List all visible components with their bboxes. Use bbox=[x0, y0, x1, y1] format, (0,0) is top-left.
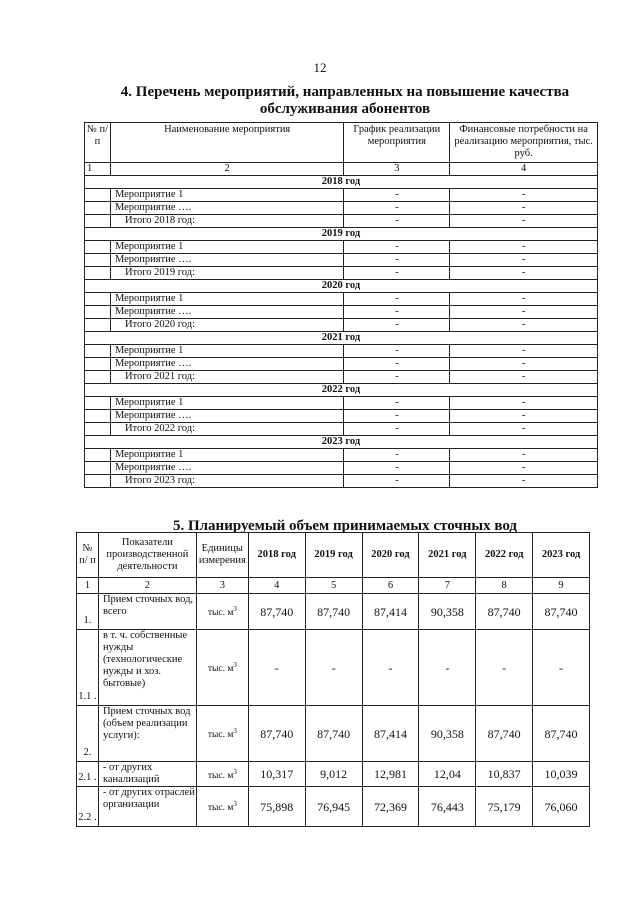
event-num bbox=[85, 254, 111, 267]
event-row bbox=[85, 189, 598, 202]
header-name: Наименование мероприятия bbox=[110, 123, 343, 163]
indicator-label: - от других отраслей организации bbox=[98, 787, 196, 827]
event-total-label: Итого 2020 год: bbox=[110, 319, 343, 332]
unit-base: тыс. м bbox=[207, 664, 234, 675]
event-row bbox=[85, 423, 598, 436]
event-num bbox=[85, 293, 111, 306]
year-label: 2021 год bbox=[85, 332, 598, 345]
event-schedule: - bbox=[344, 319, 450, 332]
event-schedule: - bbox=[344, 358, 450, 371]
event-row bbox=[85, 241, 598, 254]
indicator-value: 72,369 bbox=[362, 787, 419, 827]
indicator-value: 87,740 bbox=[248, 706, 305, 762]
indicator-value: - bbox=[305, 630, 362, 706]
wastewater-table-body bbox=[77, 578, 590, 827]
indicator-value: 75,898 bbox=[248, 787, 305, 827]
event-schedule: - bbox=[344, 267, 450, 280]
year-row bbox=[85, 332, 598, 345]
wastewater-table-header bbox=[77, 533, 590, 578]
indicator-row bbox=[77, 706, 590, 762]
indicator-label: - от других канализаций bbox=[98, 762, 196, 787]
indicator-value: 87,740 bbox=[305, 706, 362, 762]
event-row bbox=[85, 215, 598, 228]
events-table-body bbox=[85, 163, 598, 488]
event-row bbox=[85, 254, 598, 267]
indicator-value: 87,740 bbox=[533, 594, 590, 630]
event-name: Мероприятие 1 bbox=[110, 449, 343, 462]
event-name: Мероприятие …. bbox=[110, 410, 343, 423]
header-finance: Финансовые потребности на реализацию мероприятия, тыс. руб. bbox=[450, 123, 598, 163]
event-finance: - bbox=[450, 358, 598, 371]
event-total-label: Итого 2019 год: bbox=[110, 267, 343, 280]
unit-base: тыс. м bbox=[207, 730, 234, 741]
indicator-value: 87,740 bbox=[305, 594, 362, 630]
event-schedule: - bbox=[344, 306, 450, 319]
event-schedule: - bbox=[344, 475, 450, 488]
event-finance: - bbox=[450, 319, 598, 332]
indicator-num: 2. bbox=[77, 706, 99, 762]
event-name: Мероприятие …. bbox=[110, 462, 343, 475]
event-schedule: - bbox=[344, 371, 450, 384]
header-year: 2020 год bbox=[362, 533, 419, 578]
indicator-value: 12,04 bbox=[419, 762, 476, 787]
year-label: 2020 год bbox=[85, 280, 598, 293]
event-name: Мероприятие …. bbox=[110, 306, 343, 319]
unit-exponent: 3 bbox=[233, 661, 237, 670]
col-number: 1 bbox=[85, 163, 111, 176]
indicator-value: 87,740 bbox=[248, 594, 305, 630]
events-table bbox=[84, 122, 598, 488]
event-num bbox=[85, 462, 111, 475]
event-finance: - bbox=[450, 397, 598, 410]
event-finance: - bbox=[450, 267, 598, 280]
event-row bbox=[85, 475, 598, 488]
indicator-unit bbox=[196, 594, 248, 630]
header-num: № п/п bbox=[85, 123, 111, 163]
indicator-value: 90,358 bbox=[419, 706, 476, 762]
event-total-label: Итого 2022 год: bbox=[110, 423, 343, 436]
section5-title: 5. Планируемый объем принимаемых сточных вод bbox=[172, 518, 518, 534]
header-year: 2018 год bbox=[248, 533, 305, 578]
col-number: 6 bbox=[362, 578, 419, 594]
event-row bbox=[85, 371, 598, 384]
event-schedule: - bbox=[344, 254, 450, 267]
event-finance: - bbox=[450, 306, 598, 319]
event-name: Мероприятие …. bbox=[110, 202, 343, 215]
indicator-value: 10,837 bbox=[476, 762, 533, 787]
event-name: Мероприятие …. bbox=[110, 358, 343, 371]
page-number: 12 bbox=[313, 60, 327, 75]
event-finance: - bbox=[450, 215, 598, 228]
section4-title: 4. Перечень мероприятий, направленных на повышение качества обслуживания абонентов bbox=[120, 84, 570, 117]
unit-exponent: 3 bbox=[233, 800, 237, 809]
event-finance: - bbox=[450, 423, 598, 436]
indicator-value: 75,179 bbox=[476, 787, 533, 827]
unit-exponent: 3 bbox=[233, 605, 237, 614]
col-number: 4 bbox=[450, 163, 598, 176]
col-number: 2 bbox=[110, 163, 343, 176]
year-row bbox=[85, 384, 598, 397]
indicator-value: 90,358 bbox=[419, 594, 476, 630]
header-num: № п/ п bbox=[77, 533, 99, 578]
indicator-num: 2.2 . bbox=[77, 787, 99, 827]
indicator-value: 87,414 bbox=[362, 594, 419, 630]
event-row bbox=[85, 293, 598, 306]
unit-exponent: 3 bbox=[233, 727, 237, 736]
event-finance: - bbox=[450, 202, 598, 215]
event-num bbox=[85, 241, 111, 254]
year-label: 2023 год bbox=[85, 436, 598, 449]
event-num bbox=[85, 358, 111, 371]
indicator-value: - bbox=[419, 630, 476, 706]
event-schedule: - bbox=[344, 410, 450, 423]
indicator-value: 76,443 bbox=[419, 787, 476, 827]
event-name: Мероприятие 1 bbox=[110, 241, 343, 254]
event-row bbox=[85, 267, 598, 280]
col-number: 2 bbox=[98, 578, 196, 594]
event-row bbox=[85, 358, 598, 371]
indicator-unit bbox=[196, 787, 248, 827]
events-table-header bbox=[85, 123, 598, 163]
event-finance: - bbox=[450, 371, 598, 384]
indicator-num: 1. bbox=[77, 594, 99, 630]
event-num bbox=[85, 319, 111, 332]
event-finance: - bbox=[450, 449, 598, 462]
year-row bbox=[85, 280, 598, 293]
col-number: 3 bbox=[196, 578, 248, 594]
indicator-value: 87,740 bbox=[476, 706, 533, 762]
indicator-value: 10,039 bbox=[533, 762, 590, 787]
indicator-unit bbox=[196, 706, 248, 762]
event-name: Мероприятие 1 bbox=[110, 293, 343, 306]
event-finance: - bbox=[450, 293, 598, 306]
event-schedule: - bbox=[344, 215, 450, 228]
event-num bbox=[85, 371, 111, 384]
wastewater-table bbox=[76, 532, 590, 827]
event-schedule: - bbox=[344, 202, 450, 215]
year-label: 2022 год bbox=[85, 384, 598, 397]
year-label: 2019 год bbox=[85, 228, 598, 241]
header-year: 2019 год bbox=[305, 533, 362, 578]
indicator-value: 76,945 bbox=[305, 787, 362, 827]
header-unit: Единицы измерения bbox=[196, 533, 248, 578]
event-row bbox=[85, 345, 598, 358]
event-num bbox=[85, 189, 111, 202]
event-num bbox=[85, 306, 111, 319]
indicator-row bbox=[77, 630, 590, 706]
unit-base: тыс. м bbox=[207, 608, 234, 619]
header-year: 2022 год bbox=[476, 533, 533, 578]
col-number: 1 bbox=[77, 578, 99, 594]
event-row bbox=[85, 449, 598, 462]
event-total-label: Итого 2018 год: bbox=[110, 215, 343, 228]
header-indicator: Показатели производственной деятельности bbox=[98, 533, 196, 578]
header-year: 2023 год bbox=[533, 533, 590, 578]
header-schedule: График реализации мероприятия bbox=[344, 123, 450, 163]
event-num bbox=[85, 202, 111, 215]
indicator-unit bbox=[196, 762, 248, 787]
col-number-row bbox=[77, 578, 590, 594]
event-row bbox=[85, 202, 598, 215]
indicator-value: 87,740 bbox=[476, 594, 533, 630]
event-finance: - bbox=[450, 345, 598, 358]
header-year: 2021 год bbox=[419, 533, 476, 578]
event-num bbox=[85, 215, 111, 228]
indicator-row bbox=[77, 594, 590, 630]
indicator-value: 76,060 bbox=[533, 787, 590, 827]
event-schedule: - bbox=[344, 345, 450, 358]
indicator-value: 12,981 bbox=[362, 762, 419, 787]
unit-base: тыс. м bbox=[207, 803, 234, 814]
year-row bbox=[85, 436, 598, 449]
event-row bbox=[85, 397, 598, 410]
event-name: Мероприятие 1 bbox=[110, 397, 343, 410]
indicator-row bbox=[77, 787, 590, 827]
indicator-value: 87,740 bbox=[533, 706, 590, 762]
col-number: 7 bbox=[419, 578, 476, 594]
event-total-label: Итого 2021 год: bbox=[110, 371, 343, 384]
indicator-label: Прием сточных вод (объем реализации услуги): bbox=[98, 706, 196, 762]
event-num bbox=[85, 423, 111, 436]
event-schedule: - bbox=[344, 397, 450, 410]
event-finance: - bbox=[450, 254, 598, 267]
col-number: 9 bbox=[533, 578, 590, 594]
event-name: Мероприятие …. bbox=[110, 254, 343, 267]
indicator-num: 2.1 . bbox=[77, 762, 99, 787]
event-num bbox=[85, 397, 111, 410]
event-name: Мероприятие 1 bbox=[110, 345, 343, 358]
event-num bbox=[85, 449, 111, 462]
indicator-value: - bbox=[248, 630, 305, 706]
event-schedule: - bbox=[344, 449, 450, 462]
event-total-label: Итого 2023 год: bbox=[110, 475, 343, 488]
col-number: 8 bbox=[476, 578, 533, 594]
event-row bbox=[85, 319, 598, 332]
event-finance: - bbox=[450, 462, 598, 475]
event-num bbox=[85, 475, 111, 488]
event-name: Мероприятие 1 bbox=[110, 189, 343, 202]
event-schedule: - bbox=[344, 241, 450, 254]
indicator-value: 10,317 bbox=[248, 762, 305, 787]
col-number: 5 bbox=[305, 578, 362, 594]
event-schedule: - bbox=[344, 462, 450, 475]
col-number-row bbox=[85, 163, 598, 176]
unit-base: тыс. м bbox=[207, 771, 234, 782]
unit-exponent: 3 bbox=[233, 767, 237, 776]
col-number: 4 bbox=[248, 578, 305, 594]
year-row bbox=[85, 228, 598, 241]
event-finance: - bbox=[450, 410, 598, 423]
event-num bbox=[85, 345, 111, 358]
event-row bbox=[85, 410, 598, 423]
event-schedule: - bbox=[344, 189, 450, 202]
year-label: 2018 год bbox=[85, 176, 598, 189]
indicator-label: Прием сточных вод, всего bbox=[98, 594, 196, 630]
event-num bbox=[85, 410, 111, 423]
indicator-unit bbox=[196, 630, 248, 706]
indicator-value: - bbox=[533, 630, 590, 706]
event-row bbox=[85, 306, 598, 319]
indicator-num: 1.1 . bbox=[77, 630, 99, 706]
indicator-value: - bbox=[476, 630, 533, 706]
col-number: 3 bbox=[344, 163, 450, 176]
indicator-label: в т. ч. собственные нужды (технологические нужды и хоз. бытовые) bbox=[98, 630, 196, 706]
indicator-value: - bbox=[362, 630, 419, 706]
event-row bbox=[85, 462, 598, 475]
event-finance: - bbox=[450, 475, 598, 488]
year-row bbox=[85, 176, 598, 189]
event-finance: - bbox=[450, 241, 598, 254]
event-schedule: - bbox=[344, 423, 450, 436]
event-schedule: - bbox=[344, 293, 450, 306]
event-num bbox=[85, 267, 111, 280]
indicator-value: 87,414 bbox=[362, 706, 419, 762]
indicator-value: 9,012 bbox=[305, 762, 362, 787]
event-finance: - bbox=[450, 189, 598, 202]
indicator-row bbox=[77, 762, 590, 787]
